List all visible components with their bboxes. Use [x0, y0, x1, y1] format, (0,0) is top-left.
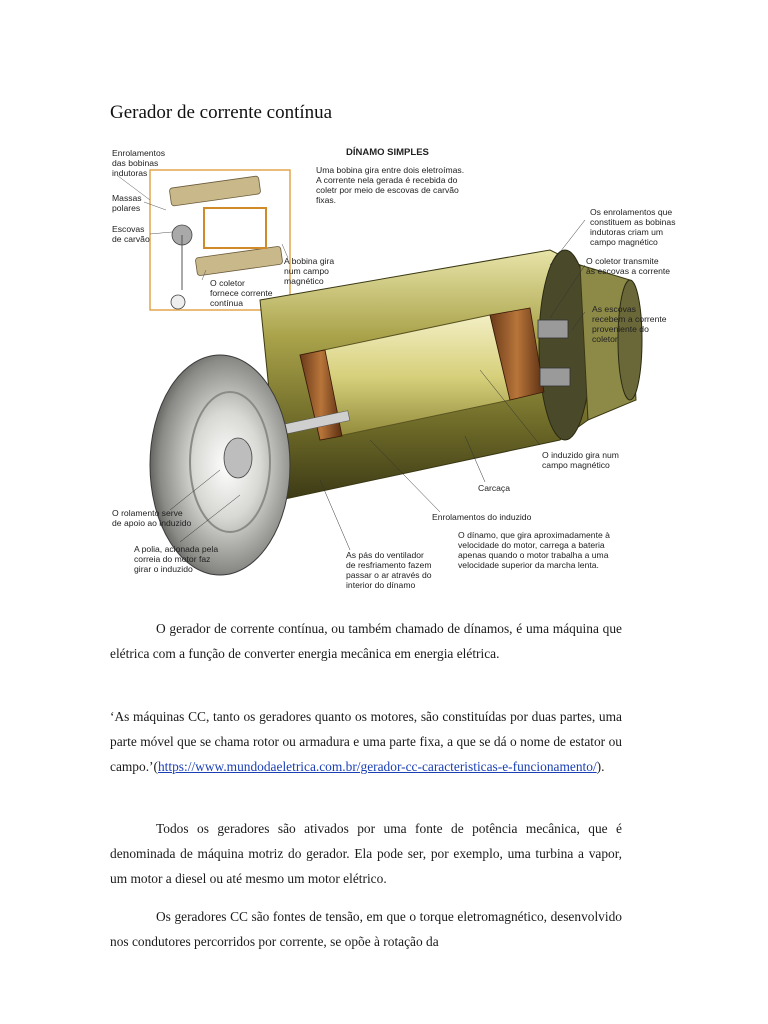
paragraph-3: Todos os geradores são ativados por uma fonte de potência mecânica, que é denominada de máquina motriz do gerador. Ela pode ser, por exemplo, uma turbina a vapor, um motor a diesel ou até mesmo um motor elétrico.	[110, 821, 622, 886]
source-link[interactable]: https://www.mundodaeletrica.com.br/gerador-cc-caracteristicas-e-funcionamento/	[157, 759, 597, 774]
label-enrolamentos-constituem: Os enrolamentos que constituem as bobinas indutoras criam um campo magnético	[590, 207, 676, 247]
label-escovas-carvao: Escovas de carvão	[112, 224, 150, 244]
paragraph-4: Os geradores CC são fontes de tensão, em que o torque eletromagnético, desenvolvido nos condutores percorridos por corrente, se opõe à rotação da	[110, 909, 622, 949]
label-bobina-gira-eletroimas: Uma bobina gira entre dois eletroímas. A corrente nela gerada é recebida do coletr por meio de escovas de carvão fixas.	[316, 165, 465, 205]
label-polia: A polia, acionada pela correia do motor faz girar o induzido	[134, 544, 219, 574]
label-rolamento: O rolamento serve de apoio ao induzido	[112, 508, 192, 528]
paragraph-1: O gerador de corrente contínua, ou também chamado de dínamos, é uma máquina que elétrica com a função de converter energia mecânica em energia elétrica.	[110, 621, 622, 661]
label-massas-polares: Massas polares	[112, 193, 142, 213]
dynamo-illustration	[110, 140, 692, 606]
label-pas-ventilador: As pás do ventilador de resfriamento fazem passar o ar através do interior do dínamo	[346, 550, 432, 590]
label-carcaca: Carcaça	[478, 483, 510, 493]
page-title: Gerador de corrente contínua	[110, 102, 333, 123]
label-bobina-gira-campo: A bobina gira num campo magnético	[284, 256, 335, 286]
label-escovas-recebem: As escovas recebem a corrente proveniente do coletor	[592, 304, 667, 344]
label-coletor-transmite: O coletor transmite às escovas a corrente	[586, 256, 671, 276]
label-dinamo-gira: O dínamo, que gira aproximadamente à velocidade do motor, carrega a bateria apenas quando o motor trabalha a uma velocidade superior da marcha lenta.	[458, 530, 610, 570]
label-induzido-gira: O induzido gira num campo magnético	[542, 450, 619, 470]
label-enrolamentos-induzido: Enrolamentos do induzido	[432, 512, 532, 522]
label-enrolamentos-bobinas: Enrolamentos das bobinas indutoras	[112, 148, 166, 178]
paragraph-2	[110, 704, 622, 779]
paragraph-2-text: ‘As máquinas CC, tanto os geradores quanto os motores, são constituídas por duas partes, uma parte móvel que se chama rotor ou armadura e uma parte fixa, a que se dá o nome de estator ou campo.’(	[110, 709, 622, 774]
figure-heading: DÍNAMO SIMPLES	[346, 147, 429, 158]
label-coletor-fornece: O coletor fornece corrente contínua	[210, 278, 273, 308]
paragraph-2-end: ).	[596, 759, 605, 774]
